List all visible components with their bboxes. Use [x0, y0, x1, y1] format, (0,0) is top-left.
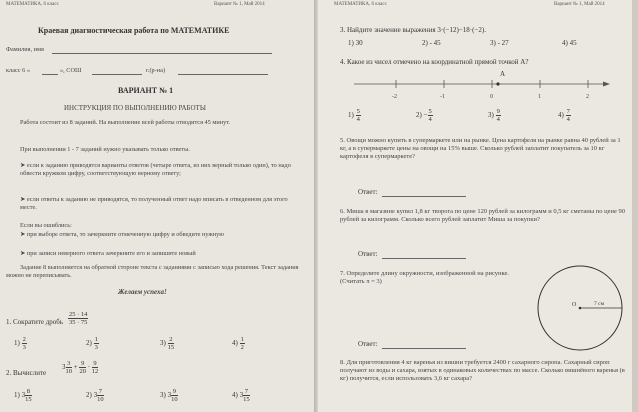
document-title: Краевая диагностическая работа по МАТЕМАТИКЕ	[38, 26, 230, 35]
circle-center-label: O	[572, 302, 577, 308]
circle-radius-label: 7 см	[594, 301, 605, 307]
surname-field[interactable]	[52, 53, 272, 54]
q4-option-3[interactable]: 3) $\frac{9}{4}$	[488, 108, 500, 123]
tick-label-minus-2: -2	[392, 94, 397, 100]
q6-answer-field[interactable]	[382, 258, 466, 259]
q4-text: 4. Какое из чисел отмечено на координатной прямой точкой А?	[340, 58, 529, 66]
q7-answer-label: Ответ:	[358, 340, 378, 348]
q7-text: 7. Определите длину окружности, изображенной на рисунке. (Считать π = 3)	[340, 270, 509, 286]
q1-option-3[interactable]: 3) $\frac{2}{15}$	[160, 336, 175, 351]
q3-option-3[interactable]: 3) - 27	[490, 39, 509, 47]
q2-label: 2. Вычислите	[6, 369, 47, 377]
instruction-bullet-1: ➤ если к заданию приводятся варианты ответов (четыре ответа, из них верный только один), то надо обвести кружком цифру, соответствующую верному ответу;	[20, 162, 291, 178]
q2-option-1[interactable]: 1) 3 $\frac{8}{15}$	[14, 388, 32, 403]
q3-text: 3. Найдите значение выражения 3·(−12)−18·(−2).	[340, 26, 486, 34]
instruction-p1: Работа состоит из 8 заданий. На выполнение всей работы отводится 45 минут.	[20, 119, 231, 126]
district-field[interactable]	[178, 74, 268, 75]
q4-option-1[interactable]: 1) $\frac{5}{4}$	[348, 108, 360, 123]
instruction-bullet-2: ➤ если ответы к заданию не приводятся, то полученный ответ надо вписать в отведенном для этого месте.	[20, 196, 288, 212]
q7-answer-field[interactable]	[382, 348, 466, 349]
q3-option-1[interactable]: 1) 30	[348, 39, 363, 47]
left-header-subject: МАТЕМАТИКА, 6 класс	[6, 2, 59, 7]
q2-option-2[interactable]: 2) 3 $\frac{7}{10}$	[86, 388, 104, 403]
school-field[interactable]	[92, 74, 142, 75]
q4-option-2[interactable]: 2) − $\frac{5}{4}$	[416, 108, 432, 123]
left-header-variant: Вариант № 1, Май 2014	[214, 2, 265, 7]
tick-label-0: 0	[490, 94, 493, 100]
variant-title: ВАРИАНТ № 1	[118, 86, 174, 95]
right-page	[318, 0, 632, 412]
circle-figure	[534, 262, 632, 362]
class-letter-field[interactable]	[42, 74, 58, 75]
q3-option-2[interactable]: 2) - 45	[422, 39, 441, 47]
q2-expression: 3 $\frac{3}{10}$ + $\frac{9}{20}$ · $\frac{9}{12}$	[62, 360, 99, 375]
right-header-subject: МАТЕМАТИКА, 6 класс	[334, 2, 387, 7]
q2-option-3[interactable]: 3) 3 $\frac{9}{10}$	[160, 388, 178, 403]
good-luck-text: Желаем успеха!	[118, 288, 167, 296]
district-label: г.(р-на)	[146, 67, 166, 74]
number-line	[348, 68, 618, 104]
errors-bullet-2: ➤ при записи неверного ответа зачеркните его и запишите новый	[20, 250, 196, 257]
q1-option-2[interactable]: 2) $\frac{1}{3}$	[86, 336, 98, 351]
q4-option-4[interactable]: 4) $\frac{7}{4}$	[558, 108, 570, 123]
q3-option-4[interactable]: 4) 45	[562, 39, 577, 47]
q5-text: 5. Овощи можно купить в супермаркете или на рынке. Цена картофеля на рынке равна 40 рублей за 1 кг, а в супермаркете цены на овощи на 15% выше. Сколько рублей заплатит покупатель за 10 кг картофеля в супермаркете?	[340, 137, 621, 161]
instruction-p2: При выполнении 1 - 7 заданий нужно указывать только ответы.	[20, 146, 190, 153]
surname-label: Фамилия, имя	[6, 46, 44, 53]
q1-label: 1. Сократите дробь	[6, 318, 64, 326]
left-page	[0, 0, 314, 412]
school-label: », СОШ	[60, 67, 82, 74]
q1-option-4[interactable]: 4) $\frac{1}{2}$	[232, 336, 244, 351]
tick-label-2: 2	[586, 94, 589, 100]
tick-label-minus-1: -1	[440, 94, 445, 100]
q1-option-1[interactable]: 1) $\frac{2}{3}$	[14, 336, 26, 351]
q1-fraction: $\frac{25 \cdot 14}{35 \cdot 75}$	[69, 310, 88, 326]
instruction-title: ИНСТРУКЦИЯ ПО ВЫПОЛНЕНИЮ РАБОТЫ	[64, 104, 206, 112]
number-line-arrow	[603, 82, 610, 87]
q5-answer-label: Ответ:	[358, 188, 378, 196]
q8-text: 8. Для приготовления 4 кг варенья из вишни требуется 2400 г сахарного сиропа. Сахарный сироп получают из воды и сахара, взятых в одинаковых количествах по массе. Сколько вишнёвого варенья (в кг) получится, если использовать 3,6 кг сахара?	[340, 359, 625, 383]
class-label: класс 6 «	[6, 67, 31, 74]
q6-text: 6. Миша в магазине купил 1,8 кг творога по цене 120 рублей за килограмм и 0,5 кг сметаны по цене 90 рублей за килограмм. Сколько всего рублей заплатит Миша за покупки?	[340, 208, 625, 224]
circle-center-dot	[579, 307, 582, 310]
point-a-label: A	[500, 70, 506, 78]
q5-answer-field[interactable]	[382, 196, 466, 197]
errors-title: Если вы ошиблись:	[20, 222, 72, 229]
right-header-variant: Вариант № 1, Май 2014	[554, 2, 605, 7]
instruction-p3: Задание 8 выполняется на обратной стороне текста с заданиями с записью хода решения. Текст задания можно не переписывать.	[6, 264, 299, 280]
errors-bullet-1: ➤ при выборе ответа, то зачеркните отмеченную цифру и обведите нужную	[20, 231, 224, 238]
q2-option-4[interactable]: 4) 3 $\frac{7}{15}$	[232, 388, 250, 403]
q6-answer-label: Ответ:	[358, 250, 378, 258]
point-a-marker	[496, 82, 499, 85]
tick-label-1: 1	[538, 94, 541, 100]
